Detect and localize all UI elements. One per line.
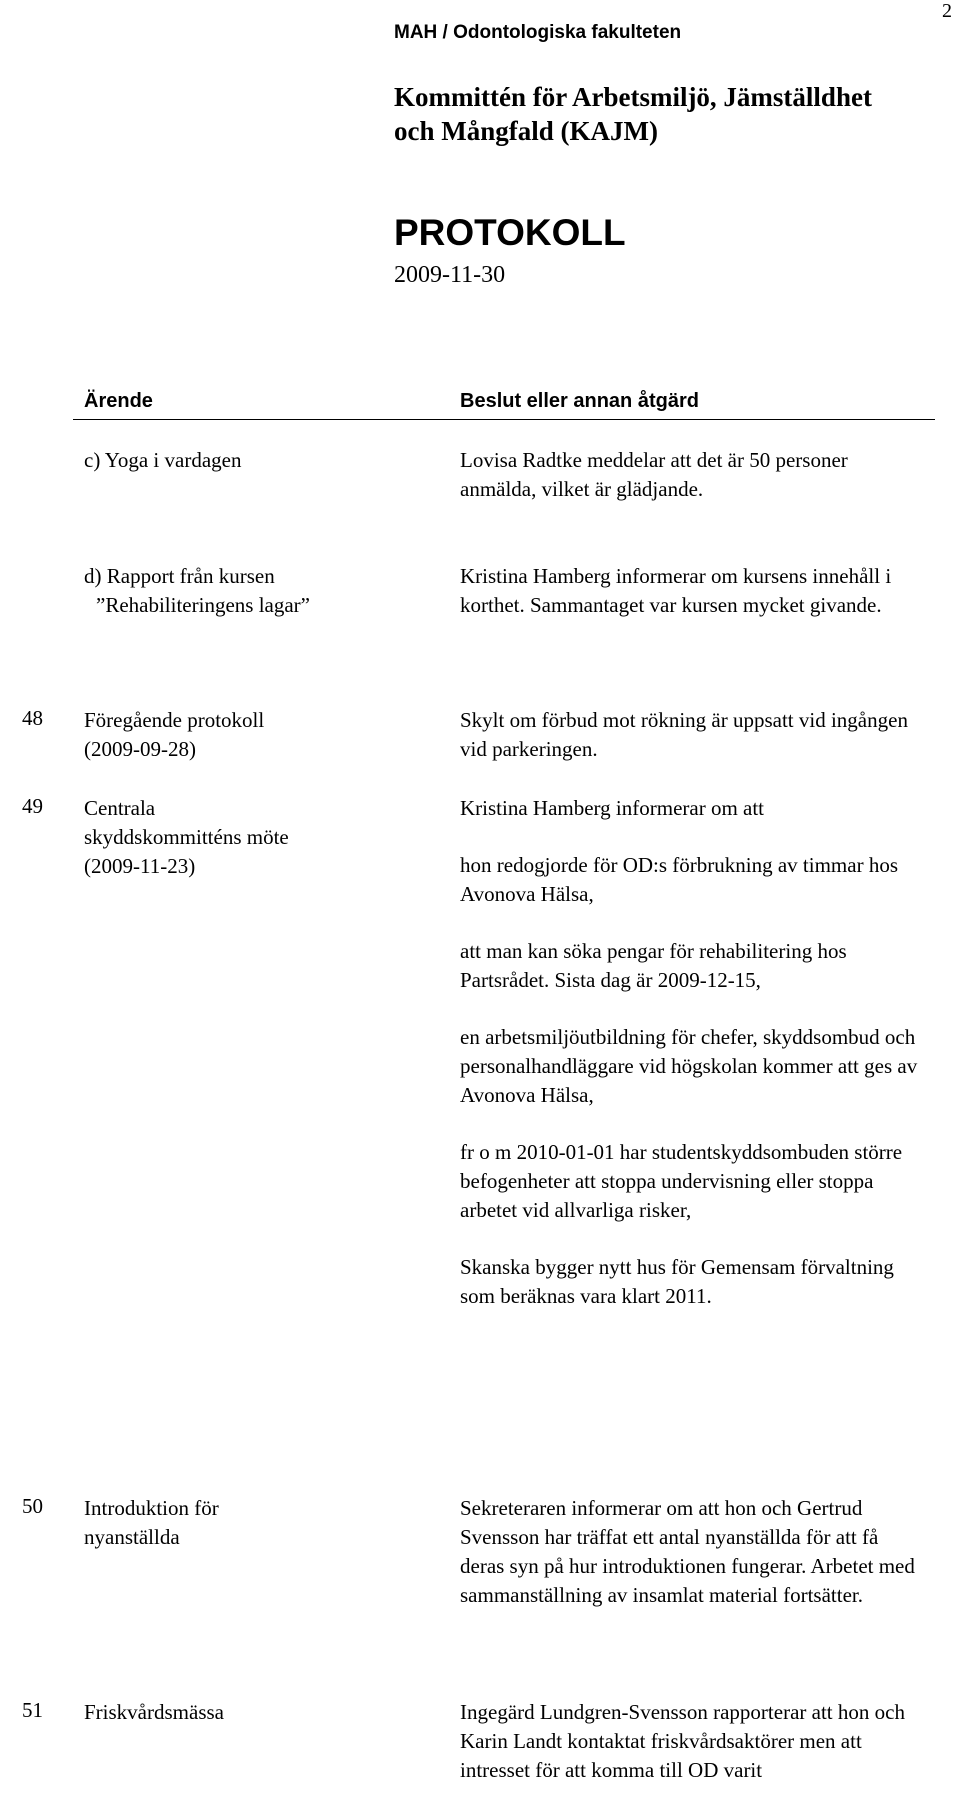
item-topic-line: skyddskommitténs möte: [84, 825, 289, 849]
item-decision: [460, 706, 920, 764]
decision-paragraph: Lovisa Radtke meddelar att det är 50 personer anmälda, vilket är glädjande.: [460, 448, 848, 501]
item-topic-line: Föregående protokoll: [84, 708, 265, 732]
item-decision: [460, 562, 920, 620]
item-topic-line: (2009-09-28): [84, 737, 196, 761]
item-decision: [460, 1494, 920, 1610]
decision-paragraph: Kristina Hamberg informerar om att: [460, 796, 765, 820]
decision-paragraph: Sekreteraren informerar om att hon och Gertrud Svensson har träffat ett antal nyanställda för att få deras syn på hur introduktionen fungerar. Arbetet med sammanställning av insamlat material fortsätter.: [460, 1496, 915, 1607]
item-topic-line: Introduktion för: [84, 1496, 219, 1520]
item-topic: [84, 1494, 384, 1552]
decision-paragraph: fr o m 2010-01-01 har studentskyddsombuden större befogenheter att stoppa undervisning eller stoppa arbetet vid allvarliga risker,: [460, 1140, 903, 1222]
item-topic-line: Friskvårdsmässa: [84, 1700, 224, 1724]
item-decision: [460, 794, 920, 1311]
decision-paragraph: Skylt om förbud mot rökning är uppsatt vid ingången vid parkeringen.: [460, 708, 908, 761]
item-topic-line: ”Rehabiliteringens lagar”: [96, 593, 310, 617]
item-topic: [84, 794, 384, 881]
item-number: 49: [22, 794, 43, 818]
item-topic: [84, 1698, 384, 1727]
item-topic-line: d) Rapport från kursen: [84, 564, 275, 588]
header-rule: [73, 419, 935, 420]
decision-paragraph: Skanska bygger nytt hus för Gemensam förvaltning som beräknas vara klart 2011.: [460, 1255, 894, 1308]
item-number: 51: [22, 1698, 43, 1722]
item-number: 48: [22, 706, 43, 730]
item-topic-line: c) Yoga i vardagen: [84, 448, 242, 472]
decision-paragraph: hon redogjorde för OD:s förbrukning av timmar hos Avonova Hälsa,: [460, 853, 898, 906]
page-number: 2: [942, 0, 952, 22]
item-topic-line: (2009-11-23): [84, 854, 196, 878]
column-header-topic: Ärende: [84, 390, 153, 412]
org-name: MAH / Odontologiska fakulteten: [394, 22, 682, 43]
item-decision: [460, 1698, 920, 1785]
item-topic-line: Centrala: [84, 796, 156, 820]
committee-title-line2: och Mångfald (KAJM): [394, 116, 658, 146]
document-type: PROTOKOLL: [394, 212, 626, 253]
item-decision: [460, 446, 920, 504]
decision-paragraph: Ingegärd Lundgren-Svensson rapporterar att hon och Karin Landt kontaktat friskvårdsaktörer men att intresset för att komma till OD varit: [460, 1700, 905, 1782]
committee-title: [394, 80, 914, 148]
item-topic-line: nyanställda: [84, 1525, 180, 1549]
item-number: 50: [22, 1494, 43, 1518]
document-date: 2009-11-30: [394, 262, 506, 288]
item-topic: [84, 446, 384, 475]
decision-paragraph: Kristina Hamberg informerar om kursens innehåll i korthet. Sammantaget var kursen mycket givande.: [460, 564, 892, 617]
decision-paragraph: att man kan söka pengar för rehabilitering hos Partsrådet. Sista dag är 2009-12-15,: [460, 939, 847, 992]
decision-paragraph: en arbetsmiljöutbildning för chefer, skyddsombud och personalhandläggare vid högskolan kommer att ges av Avonova Hälsa,: [460, 1025, 918, 1107]
item-topic: [84, 562, 384, 620]
committee-title-line1: Kommittén för Arbetsmiljö, Jämställdhet: [394, 82, 872, 112]
item-topic: [84, 706, 384, 764]
column-header-decision: Beslut eller annan åtgärd: [460, 390, 699, 412]
